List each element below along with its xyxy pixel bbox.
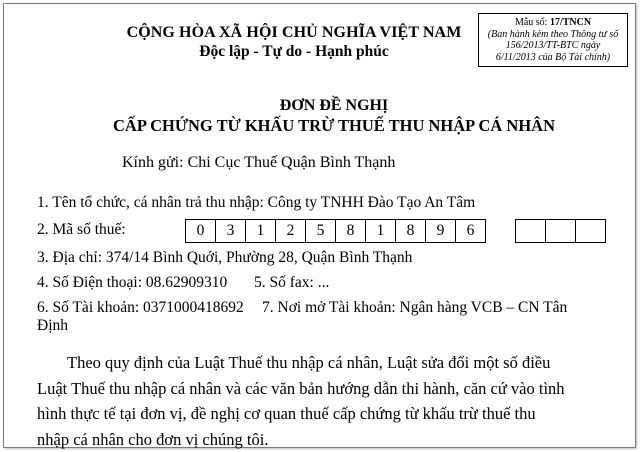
form-note-line2: 156/2013/TT-BTC ngày [479,40,627,52]
tax-digit-box: 2 [275,219,306,243]
payer-field: 1. Tên tổ chức, cá nhân trả thu nhập: Công ty TNHH Đào Tạo An Tâm [37,194,475,212]
recipient-line: Kính gửi: Chi Cục Thuế Quận Bình Thạnh [122,154,395,172]
paragraph-line1: Theo quy định của Luật Thuế thu nhập cá nhân, Luật sửa đổi một số điều [37,350,627,376]
paragraph-line3: hình thực tế tại đơn vị, đề nghị cơ quan thuế cấp chứng từ khấu trừ thuế thu [37,401,627,427]
tax-extra-box [515,219,546,243]
form-code [479,17,627,29]
account-field: 6. Số Tài khoản: 0371000418692 [37,299,244,317]
nation-title: CỘNG HÒA XÃ HỘI CHỦ NGHĨA VIỆT NAM [124,24,464,42]
form-code-label: Mẫu số: [515,17,548,28]
document-title [44,97,624,136]
tax-extra-box [545,219,576,243]
tax-code-boxes [185,219,605,243]
tax-digit-box: 3 [215,219,246,243]
address-field: 3. Địa chỉ: 374/14 Bình Quới, Phường 28, Quận Bình Thạnh [37,249,412,267]
tax-digit-box: 1 [365,219,396,243]
paragraph-line2: Luật Thuế thu nhập cá nhân và các văn bản hướng dẫn thi hành, căn cứ vào tình [37,376,627,402]
bank-field-line1: 7. Nơi mở Tài khoản: Ngân hàng VCB – CN Tân [262,299,567,317]
nation-motto: Độc lập - Tự do - Hạnh phúc [124,43,464,61]
form-note-line1: (Ban hành kèm theo Thông tư số [479,29,627,41]
form-note-line3: 6/11/2013 của Bộ Tài chính) [479,52,627,64]
tax-digit-box: 0 [185,219,216,243]
document-page [3,3,636,448]
request-paragraph [37,350,627,452]
tax-digit-box: 6 [455,219,486,243]
fax-field: 5. Số fax: ... [254,274,329,292]
tax-extra-box [575,219,606,243]
tax-digit-box: 1 [245,219,276,243]
bank-field-line2: Định [37,317,68,335]
form-code-value: 17/TNCN [550,17,591,28]
title-line1: ĐƠN ĐỀ NGHỊ [44,97,624,115]
paragraph-line4: nhập cá nhân cho đơn vị chúng tôi. [37,427,627,452]
tax-digit-box: 8 [395,219,426,243]
form-code-box [478,13,628,67]
tax-digit-box: 8 [335,219,366,243]
tax-digit-box: 9 [425,219,456,243]
tax-code-label: 2. Mã số thuế: [37,221,126,239]
title-line2: CẤP CHỨNG TỪ KHẤU TRỪ THUẾ THU NHẬP CÁ NHÂN [44,116,624,136]
tax-digit-box: 5 [305,219,336,243]
phone-field: 4. Số Điện thoại: 08.62909310 [37,274,227,292]
national-header [124,24,464,61]
